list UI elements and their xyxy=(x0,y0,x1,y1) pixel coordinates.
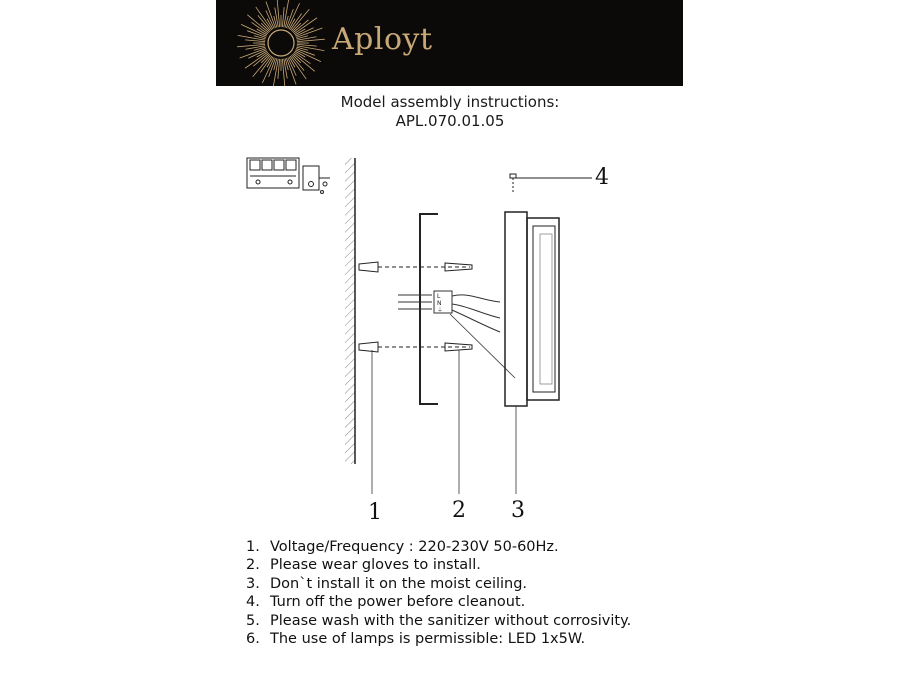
instruction-list xyxy=(246,538,631,648)
terminal-block-icon xyxy=(247,158,330,194)
item-number: 6. xyxy=(246,631,260,648)
list-item xyxy=(246,556,631,574)
item-text: Please wear gloves to install. xyxy=(270,557,481,574)
list-item xyxy=(246,538,631,556)
top-screw xyxy=(510,174,592,192)
wall-lamp-body xyxy=(505,212,559,406)
callout-1: 1 xyxy=(368,500,382,525)
item-number: 2. xyxy=(246,557,260,574)
list-item xyxy=(246,593,631,611)
item-text: Voltage/Frequency : 220-230V 50-60Hz. xyxy=(270,539,559,555)
item-number: 1. xyxy=(246,539,260,555)
terminal-label-l: L xyxy=(437,293,441,300)
item-text: Please wash with the sanitizer without corrosivity. xyxy=(270,612,632,629)
wire-connector xyxy=(398,291,515,378)
page-title: Model assembly instructions: xyxy=(340,93,560,111)
item-number: 5. xyxy=(246,612,260,629)
item-text: Don`t install it on the moist ceiling. xyxy=(270,575,528,592)
item-text: The use of lamps is permissible: LED 1x5W. xyxy=(270,631,586,648)
item-text: Turn off the power before cleanout. xyxy=(270,594,526,611)
list-item xyxy=(246,630,631,648)
wall-plug-lower xyxy=(359,342,472,352)
item-number: 4. xyxy=(246,594,260,611)
brand-name: Aployt xyxy=(332,22,433,57)
list-item xyxy=(246,575,631,593)
terminal-label-n: N xyxy=(437,300,442,307)
list-item xyxy=(246,612,631,630)
wall-hatch xyxy=(345,158,355,464)
model-number: APL.070.01.05 xyxy=(395,112,505,130)
callout-4: 4 xyxy=(595,165,609,190)
terminal-label-earth: ⏚ xyxy=(437,307,444,314)
wall-plug-upper xyxy=(359,262,472,272)
callout-3: 3 xyxy=(511,498,525,523)
callout-2: 2 xyxy=(452,498,466,523)
item-number: 3. xyxy=(246,575,260,592)
